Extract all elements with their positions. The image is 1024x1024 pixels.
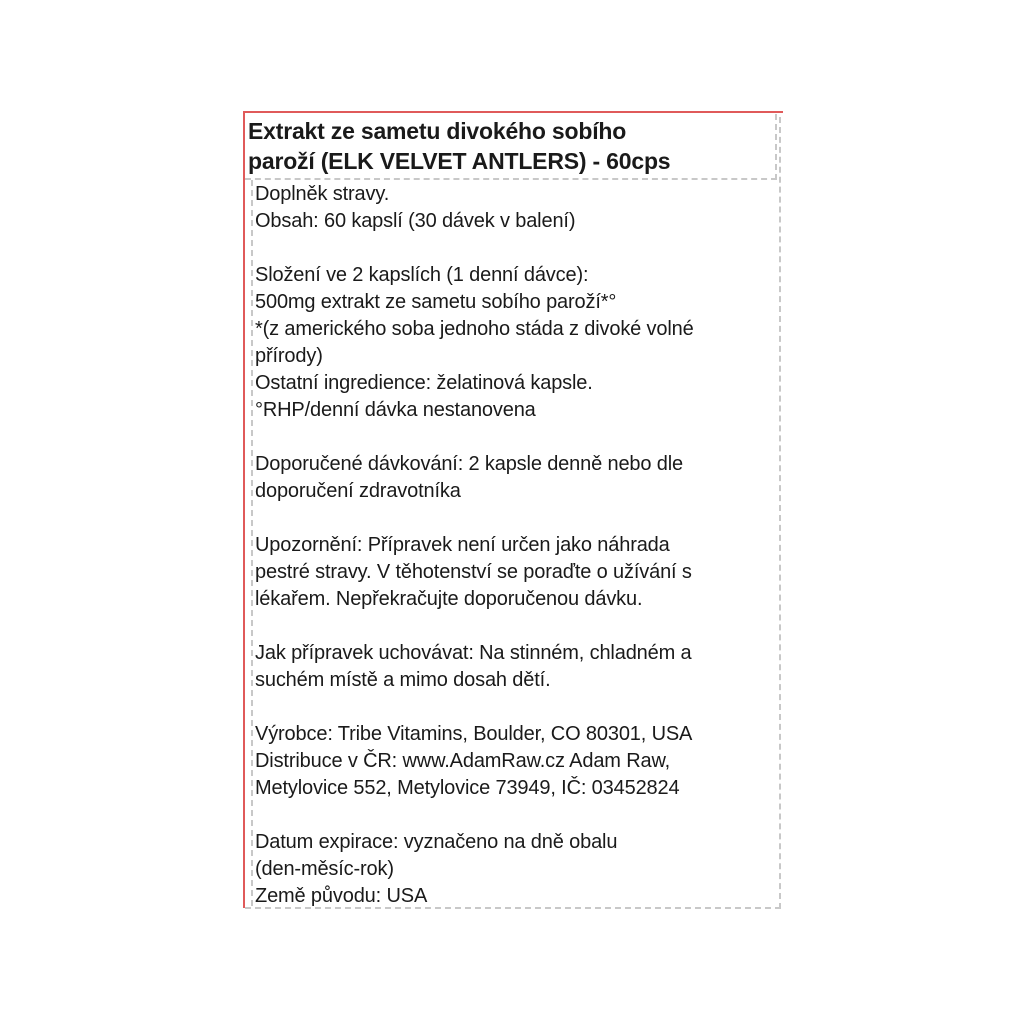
manufacturer-paragraph: [255, 721, 783, 802]
text-line: °RHP/denní dávka nestanovena: [255, 399, 536, 421]
intro-paragraph: [255, 181, 783, 235]
expiry-paragraph: [255, 829, 783, 910]
text-line: 500mg extrakt ze sametu sobího paroží*°: [255, 291, 617, 313]
product-title: [248, 116, 778, 176]
text-line: pestré stravy. V těhotenství se poraďte o užívání s: [255, 561, 692, 583]
text-line: přírody): [255, 345, 323, 367]
label-text: [255, 181, 783, 937]
text-line: Doporučené dávkování: 2 kapsle denně nebo dle: [255, 453, 684, 475]
text-line: Jak přípravek uchovávat: Na stinném, chladném a: [255, 642, 692, 664]
text-line: Obsah: 60 kapslí (30 dávek v balení): [255, 210, 576, 232]
text-line: *(z amerického soba jednoho stáda z divoké volné: [255, 318, 694, 340]
warning-paragraph: [255, 532, 783, 613]
text-line: lékařem. Nepřekračujte doporučenou dávku.: [255, 588, 643, 610]
text-line: Ostatní ingredience: želatinová kapsle.: [255, 372, 593, 394]
text-line: (den-měsíc-rok): [255, 858, 394, 880]
text-line: Složení ve 2 kapslích (1 denní dávce):: [255, 264, 589, 286]
text-line: suchém místě a mimo dosah dětí.: [255, 669, 551, 691]
text-line: Datum expirace: vyznačeno na dně obalu: [255, 831, 618, 853]
dosage-paragraph: [255, 451, 783, 505]
text-line: Distribuce v ČR: www.AdamRaw.cz Adam Raw,: [255, 750, 671, 772]
title-line: paroží (ELK VELVET ANTLERS) - 60cps: [248, 148, 671, 174]
text-line: Výrobce: Tribe Vitamins, Boulder, CO 80301, USA: [255, 723, 693, 745]
text-line: Doplněk stravy.: [255, 183, 390, 205]
title-line: Extrakt ze sametu divokého sobího: [248, 118, 627, 144]
composition-paragraph: [255, 262, 783, 424]
text-line: Země původu: USA: [255, 885, 428, 907]
text-line: doporučení zdravotníka: [255, 480, 461, 502]
storage-paragraph: [255, 640, 783, 694]
text-line: Upozornění: Přípravek není určen jako náhrada: [255, 534, 670, 556]
text-line: Metylovice 552, Metylovice 73949, IČ: 03452824: [255, 777, 680, 799]
